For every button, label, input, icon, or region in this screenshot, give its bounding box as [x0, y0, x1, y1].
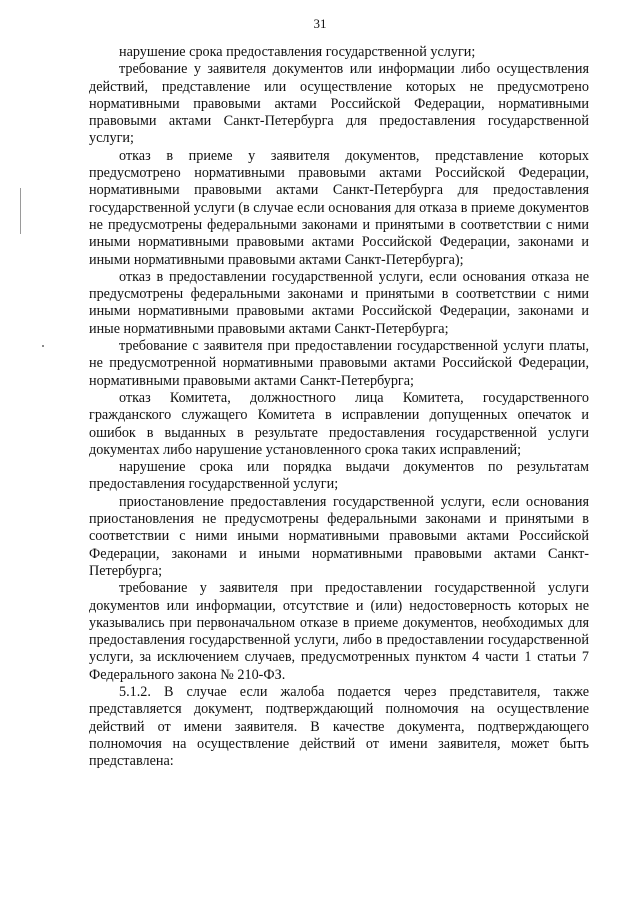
- paragraph-9: требование у заявителя при предоставлении государственной услуги документов или информации, отсутствие и (или) недостоверность которых не указывались при первоначальном отказе в приеме документов, необходимых для предоставления государственной услуги, либо в предоставлении государственной услуги, за исключением случаев, предусмотренных пунктом 4 части 1 статьи 7 Федерального закона № 210-ФЗ.: [89, 580, 589, 683]
- scan-margin-mark: [20, 188, 21, 234]
- paragraph-10: 5.1.2. В случае если жалоба подается через представителя, также представляется документ, подтверждающий полномочия на осуществление действий от имени заявителя. В качестве документа, подтверждающего полномочия на осуществление действий от имени заявителя, может быть представлена:: [89, 683, 589, 770]
- scan-margin-dot: [42, 345, 44, 347]
- document-body: [89, 44, 589, 770]
- paragraph-1: нарушение срока предоставления государственной услуги;: [119, 44, 476, 60]
- page-number: 31: [313, 16, 327, 31]
- paragraph-3: отказ в приеме у заявителя документов, представление которых предусмотрено нормативными правовыми актами Российской Федерации, нормативными правовыми актами Санкт-Петербурга для предоставления государственной услуги (в случае если основания для отказа в приеме документов не предусмотрены федеральными законами и принятыми в соответствии с ними иными нормативными правовыми актами Российской Федерации, законами и иными нормативными правовыми актами Санкт-Петербурга);: [89, 147, 589, 268]
- paragraph-7: нарушение срока или порядка выдачи документов по результатам предоставления государственной услуги;: [89, 459, 589, 493]
- paragraph-5: требование с заявителя при предоставлении государственной услуги платы, не предусмотренной нормативными правовыми актами Российской Федерации, нормативными правовыми актами Санкт-Петербурга;: [89, 338, 589, 389]
- paragraph-4: отказ в предоставлении государственной услуги, если основания отказа не предусмотрены федеральными законами и принятыми в соответствии с ними иными нормативными правовыми актами Российской Федерации, законами и иные нормативными правовыми актами Санкт-Петербурга;: [89, 268, 589, 337]
- paragraph-2: требование у заявителя документов или информации либо осуществления действий, представление или осуществление которых не предусмотрено нормативными правовыми актами Российской Федерации, нормативными правовыми актами Санкт-Петербурга для предоставления государственной услуги;: [89, 61, 589, 147]
- paragraph-6: отказ Комитета, должностного лица Комитета, государственного гражданского служащего Комитета в исправлении допущенных опечаток и ошибок в выданных в результате предоставления государственной услуги документах либо нарушение установленного срока таких исправлений;: [89, 389, 589, 458]
- paragraph-8: приостановление предоставления государственной услуги, если основания приостановления не предусмотрены федеральными законами и принятыми в соответствии с ними иными нормативными правовыми актами Российской Федерации, законами и иными нормативными правовыми актами Санкт-Петербурга;: [89, 493, 589, 579]
